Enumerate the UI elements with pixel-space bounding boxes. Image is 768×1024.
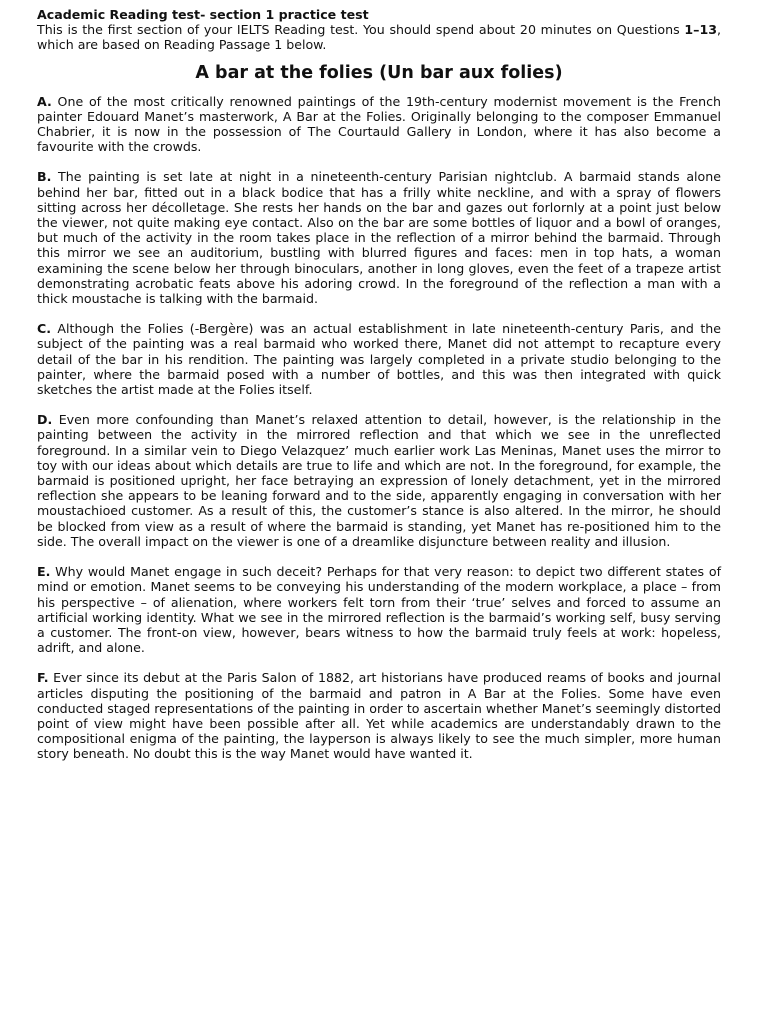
paragraph-letter: E. <box>37 564 51 580</box>
paragraph-text: Although the Folies (-Bergère) was an actual establishment in late nineteenth-century Paris, and the subject of the painting was a real barmaid who worked there, Manet did not attempt to recapture every detail of the bar in his rendition. The painting was largely completed in a private studio belonging to the painter, where the barmaid posed with a number of bottles, and this was then integrated with quick sketches the artist made at the Folies itself. <box>37 321 721 398</box>
paragraph-f <box>37 670 721 761</box>
paragraph-b <box>37 169 721 306</box>
paragraph-text: The painting is set late at night in a nineteenth-century Parisian nightclub. A barmaid stands alone behind her bar, fitted out in a black bodice that has a frilly white neckline, and with a spray of flowers sitting across her décolletage. She rests her hands on the bar and gazes out forlornly at a point just below the viewer, not quite making eye contact. Also on the bar are some bottles of liquor and a bowl of oranges, but much of the activity in the room takes place in the reflection of a mirror behind the barmaid. Through this mirror we see an auditorium, bustling with blurred figures and faces: men in top hats, a woman examining the scene below her through binoculars, another in long gloves, even the feet of a trapeze artist demonstrating acrobatic feats above his adoring crowd. In the foreground of the reflection a man with a thick moustache is talking with the barmaid. <box>37 169 721 307</box>
section-heading: Academic Reading test- section 1 practice test <box>37 7 369 22</box>
instructions-before: This is the first section of your IELTS Reading test. You should spend about 20 minutes on Questions <box>37 22 685 38</box>
document-page <box>37 7 721 777</box>
paragraph-letter: F. <box>37 670 49 686</box>
paragraph-letter: B. <box>37 169 52 185</box>
paragraph-e <box>37 564 721 655</box>
paragraph-a <box>37 94 721 155</box>
instructions-after: , which are based on Reading Passage 1 below. <box>37 22 721 53</box>
paragraph-text: Why would Manet engage in such deceit? Perhaps for that very reason: to depict two different states of mind or emotion. Manet seems to be conveying his understanding of the modern workplace, a place – from his perspective – of alienation, where workers felt torn from their ‘true’ selves and forced to assume an artificial working identity. What we see in the mirrored reflection is the barmaid’s working self, busy serving a customer. The front-on view, however, bears witness to how the barmaid truly feels at work: hopeless, adrift, and alone. <box>37 564 721 656</box>
paragraph-c <box>37 321 721 397</box>
paragraph-text: One of the most critically renowned paintings of the 19th-century modernist movement is the French painter Edouard Manet’s masterwork, A Bar at the Folies. Originally belonging to the composer Emmanuel Chabrier, it is now in the possession of The Courtauld Gallery in London, where it has also become a favourite with the crowds. <box>37 93 721 155</box>
paragraph-letter: A. <box>37 93 52 109</box>
paragraph-text: Even more confounding than Manet’s relaxed attention to detail, however, is the relationship in the painting between the activity in the mirrored reflection and that which we see in the unreflected foreground. In a similar vein to Diego Velazquez’ much earlier work Las Meninas, Manet uses the mirror to toy with our ideas about which details are true to life and which are not. In the foreground, for example, the barmaid is positioned upright, her face betraying an expression of lonely detachment, yet in the mirrored reflection she appears to be leaning forward and to the side, apparently engaging in conversation with her moustachioed customer. As a result of this, the customer’s stance is also altered. In the mirror, he should be blocked from view as a result of where the barmaid is standing, yet Manet has re-positioned him to the side. The overall impact on the viewer is one of a dreamlike disjuncture between reality and illusion. <box>37 412 721 549</box>
paragraph-letter: D. <box>37 412 53 428</box>
paragraph-letter: C. <box>37 321 52 337</box>
passage-title: A bar at the folies (Un bar aux folies) <box>195 62 563 83</box>
paragraph-text: Ever since its debut at the Paris Salon of 1882, art historians have produced reams of books and journal articles disputing the positioning of the barmaid and patron in A Bar at the Folies. Some have even conducted staged representations of the painting in order to ascertain whether Manet’s seemingly distorted point of view might have been possible after all. Yet while academics are understandably drawn to the compositional enigma of the painting, the layperson is always likely to see the much simpler, more human story beneath. No doubt this is the way Manet would have wanted it. <box>37 670 721 762</box>
instructions-text <box>37 22 721 52</box>
question-range: 1–13 <box>684 22 717 38</box>
paragraph-d <box>37 412 721 549</box>
